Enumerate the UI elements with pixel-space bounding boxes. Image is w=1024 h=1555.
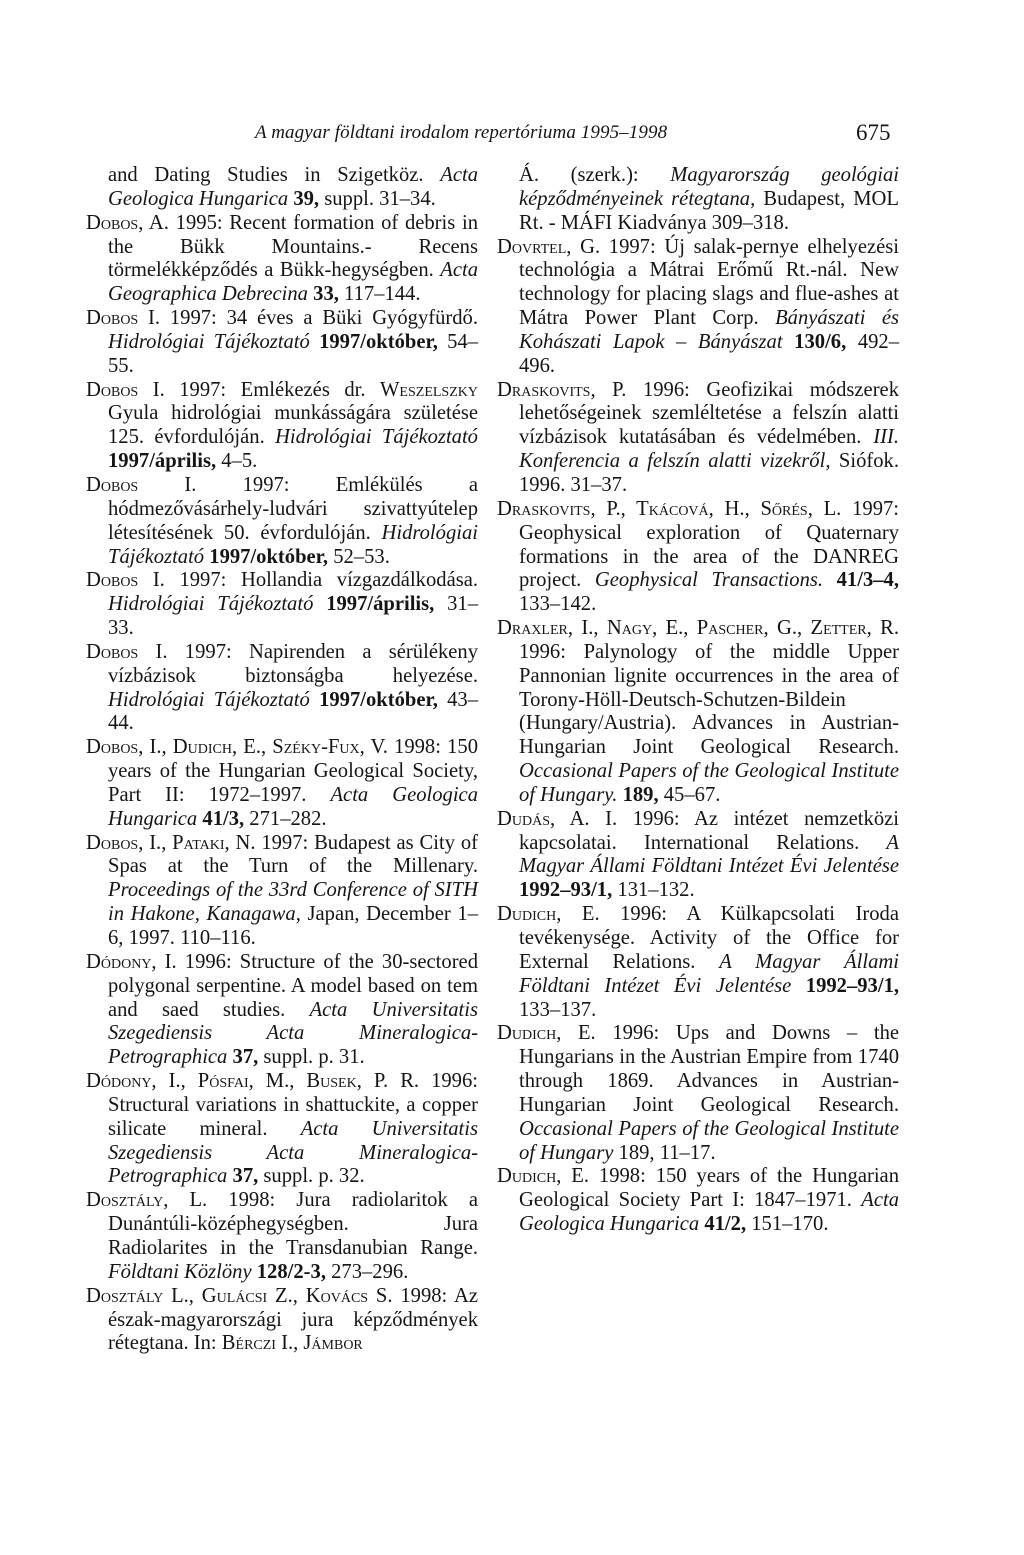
entry-text: 1996: Geofizikai módszerek lehetőségeinek szemléltetése a felszín alatti vízbázisok kutatásában és védelmében.: [519, 378, 899, 449]
bibliography-entry: [497, 903, 899, 1022]
entry-text: Gyula hidrológiai munkásságára születése 125. évfordulóján.: [108, 402, 478, 449]
entry-source-title: Hidrológiai Tájékoztató: [108, 330, 310, 353]
entry-text: 1996: A Külkapcsolati Iroda tevékenysége. Activity of the Office for External Relations.: [519, 903, 899, 973]
bibliography-entry: [86, 474, 478, 569]
entry-authors: Dódony, I., Pósfai, M., Busek, P. R.: [86, 1070, 420, 1093]
bibliography-entry: [497, 1165, 899, 1237]
entry-volume: 41/2,: [704, 1213, 747, 1236]
entry-authors: Dobos, A.: [86, 211, 169, 234]
entry-text: [313, 593, 326, 615]
entry-source-title: Hidrológiai Tájékoztató: [108, 521, 478, 568]
entry-volume: 39,: [293, 187, 320, 210]
entry-authors: Dobos I.: [86, 307, 161, 330]
entry-text: 189, 11–17.: [613, 1141, 716, 1164]
entry-volume: 1992–93/1,: [519, 879, 613, 902]
entry-text: 31–33.: [108, 593, 479, 640]
entry-text: 151–170.: [746, 1213, 829, 1236]
entry-text: Á. (szerk.):: [519, 164, 671, 186]
entry-text: [791, 975, 806, 997]
entry-source-title: Acta Geologica Hungarica: [108, 783, 478, 830]
entry-text: 1997: Napirenden a sérülékeny vízbázisok biztonságba helyezése.: [108, 640, 478, 687]
entry-text: 492–496.: [519, 330, 900, 377]
bibliography-entry: [86, 1070, 478, 1189]
entry-authors: Dobos I.: [86, 569, 165, 592]
entry-authors: Dobos I.: [86, 640, 168, 663]
entry-text: 43–44.: [108, 688, 478, 735]
entry-authors: Dobos, I., Dudich, E., Széky-Fux, V.: [86, 736, 388, 759]
bibliography-entry: [86, 641, 478, 736]
entry-source-title: A Magyar Állami Földtani Intézet Évi Jelentése: [519, 831, 899, 878]
entry-source-title: Acta Universitatis Szegediensis Acta Mineralogica-Petrographica: [108, 1117, 478, 1188]
entry-text: 1996: Ups and Downs – the Hungarians in the Austrian Empire from 1740 through 1869. Advances in Austrian-Hungarian Joint Geological Research.: [519, 1022, 900, 1116]
entry-text: 117–144.: [338, 283, 421, 306]
entry-authors: Dudich, E.: [497, 903, 600, 926]
entry-text: 1997: Budapest as City of Spas at the Turn of the Millenary.: [108, 831, 478, 878]
entry-text: 1996: Structural variations in shattuckite, a copper silicate mineral.: [108, 1070, 478, 1140]
entry-text: 1997: Hollandia vízgazdálkodása.: [164, 569, 479, 592]
entry-authors: Bérczi I., Jámbor: [221, 1332, 363, 1355]
entry-source-title: Geophysical Transactions.: [594, 569, 824, 592]
entry-source-title: Proceedings of the 33rd Conference of SITH in Hakone, Kanagawa,: [108, 879, 478, 926]
bibliography-entry: [86, 736, 478, 831]
entry-text: suppl. 31–34.: [319, 187, 436, 210]
entry-text: 133–142.: [519, 593, 597, 616]
entry-text: 1997: Geophysical exploration of Quaternary formations in the area of the DANREG project.: [519, 497, 900, 592]
bibliography-entry: [86, 569, 478, 641]
entry-volume: 1997/április,: [108, 450, 217, 473]
entry-source-title: Acta Geographica Debrecina: [108, 259, 478, 306]
entry-volume: 37,: [232, 1046, 259, 1069]
entry-text: 1998: Az észak-magyarországi jura képződmények rétegtana. In:: [108, 1284, 478, 1355]
entry-volume: 128/2-3,: [256, 1260, 326, 1283]
entry-text: 1996: Palynology of the middle Upper Pannonian lignite occurrences in the area of Torony-Höll-Deutsch-Schutzen-Bildein (Hungary/Austria). Advances in Austrian-Hungarian Joint Geological Research.: [519, 640, 899, 759]
bibliography-entry: [497, 498, 899, 617]
bibliography-entry: [86, 379, 478, 474]
entry-authors: Dobos I.: [86, 378, 165, 401]
entry-source-title: Magyarország geológiai képződményeinek rétegtana,: [519, 164, 899, 210]
bibliography-entry-continuation: [86, 164, 478, 212]
entry-source-title: Acta Universitatis Szegediensis Acta Mineralogica-Petrographica: [108, 998, 478, 1069]
entry-text: 4–5.: [216, 450, 258, 473]
entry-text: suppl. p. 31.: [258, 1046, 365, 1069]
entry-text: 1997: Emlékezés dr.: [164, 378, 380, 401]
right-column: [497, 164, 899, 1237]
page-header: [0, 120, 1024, 152]
entry-text: 1998: 150 years of the Hungarian Geological Society Part I: 1847–1971.: [519, 1165, 899, 1212]
entry-authors: Weszelszky: [380, 378, 478, 401]
entry-source-title: A Magyar Állami Földtani Intézet Évi Jelentése: [519, 950, 899, 997]
entry-source-title: Hidrológiai Tájékoztató: [275, 426, 478, 449]
entry-text: 1998: Jura radiolaritok a Dunántúli-középhegységben. Jura Radiolarites in the Transdanubian Range.: [108, 1189, 478, 1259]
entry-text: Japan, December 1–6, 1997. 110–116.: [108, 903, 478, 949]
bibliography-entry: [86, 1189, 478, 1284]
entry-text: 131–132.: [612, 879, 695, 902]
bibliography-entry: [497, 236, 899, 379]
entry-authors: Dobos, I., Pataki, N.: [86, 831, 256, 854]
entry-source-title: Földtani Közlöny: [108, 1260, 252, 1283]
entry-text: [310, 689, 319, 711]
entry-authors: Dosztály, L.: [86, 1189, 208, 1212]
entry-source-title: Occasional Papers of the Geological Institute of Hungary.: [519, 760, 899, 806]
bibliography-entry: [497, 379, 899, 498]
entry-authors: Dudás, A. I.: [497, 807, 618, 830]
entry-volume: 1997/október,: [209, 545, 329, 568]
entry-text: 271–282.: [244, 807, 327, 830]
entry-source-title: Acta Geologica Hungarica: [108, 164, 478, 210]
entry-text: 1997: 34 éves a Büki Gyógyfürdő.: [160, 307, 479, 330]
entry-text: Budapest, MOL Rt. - MÁFI Kiadványa 309–318.: [519, 187, 899, 234]
entry-volume: 37,: [232, 1165, 259, 1188]
entry-authors: Dudich, E.: [497, 1165, 589, 1188]
entry-text: [783, 331, 795, 353]
entry-text: 54–55.: [108, 330, 478, 377]
entry-authors: Dódony, I.: [86, 950, 177, 973]
entry-authors: Draskovits, P., Tkácová, H., Sőrés, L.: [497, 497, 842, 520]
entry-source-title: Occasional Papers of the Geological Institute of Hungary: [519, 1117, 899, 1164]
entry-text: 1995: Recent formation of debris in the Bükk Mountains.- Recens törmelékképződés a Bükk-hegységben.: [108, 211, 479, 282]
entry-volume: 1992–93/1,: [805, 974, 900, 997]
bibliography-entry: [86, 951, 478, 1070]
page-number: 675: [856, 120, 891, 145]
bibliography-entry: [86, 1285, 478, 1357]
entry-authors: Dudich, E.: [497, 1022, 596, 1045]
entry-volume: 1997/április,: [326, 593, 435, 616]
entry-text: Siófok. 1996. 31–37.: [519, 450, 899, 496]
entry-text: 1998: 150 years of the Hungarian Geological Society, Part II: 1972–1997.: [108, 736, 478, 806]
entry-authors: Draxler, I., Nagy, E., Pascher, G., Zetter, R.: [497, 617, 899, 640]
entry-source-title: Acta Geologica Hungarica: [519, 1189, 899, 1236]
running-title: A magyar földtani irodalom repertóriuma 1995–1998: [255, 122, 668, 143]
entry-volume: 1997/október,: [319, 330, 438, 353]
entry-volume: 33,: [313, 283, 339, 306]
entry-volume: 1997/október,: [319, 688, 438, 711]
entry-text: and Dating Studies in Szigetköz.: [108, 164, 441, 186]
bibliography-entry-continuation: [497, 164, 899, 236]
entry-source-title: Bányászati és Kohászati Lapok – Bányászat: [519, 307, 899, 353]
entry-authors: Dobos I.: [86, 473, 197, 496]
bibliography-entry: [497, 1022, 899, 1165]
entry-authors: Draskovits, P.: [497, 378, 627, 401]
entry-volume: 41/3–4,: [836, 569, 899, 592]
entry-text: 1997: Új salak-pernye elhelyezési technológia a Mátrai Erőmű Rt.-nál. New technology for placing slags and flue-ashes at Mátra Power Plant Corp.: [519, 235, 899, 330]
entry-text: [823, 569, 837, 591]
entry-text: 1996: Az intézet nemzetközi kapcsolatai. International Relations.: [519, 807, 899, 854]
entry-text: 52–53.: [328, 545, 390, 568]
left-column: [86, 164, 478, 1356]
entry-text: 45–67.: [658, 783, 721, 806]
bibliography-entry: [497, 808, 899, 903]
entry-source-title: III. Konferencia a felszín alatti vizekről,: [519, 426, 899, 473]
entry-volume: 41/3,: [202, 807, 245, 830]
bibliography-entry: [86, 212, 478, 307]
entry-source-title: Hidrológiai Tájékoztató: [108, 688, 310, 711]
bibliography-entry: [497, 617, 899, 808]
entry-text: 1996: Structure of the 30-sectored polygonal serpentine. A model based on tem and saed studies.: [108, 950, 478, 1021]
bibliography-entry: [86, 307, 478, 379]
entry-text: 1997: Emlékülés a hódmezővásárhely-ludvári szivattyútelep létesítésének 50. évfordulóján.: [108, 473, 478, 544]
entry-text: 133–137.: [519, 998, 597, 1021]
entry-text: 273–296.: [325, 1260, 409, 1283]
entry-authors: Dovrtel, G.: [497, 235, 601, 258]
entry-volume: 130/6,: [794, 330, 847, 353]
entry-volume: 189,: [622, 783, 659, 806]
entry-text: [310, 331, 319, 353]
entry-text: suppl. p. 32.: [258, 1165, 365, 1188]
entry-authors: Dosztály L., Gulácsi Z., Kovács S.: [86, 1284, 393, 1307]
bibliography-entry: [86, 832, 478, 951]
entry-source-title: Hidrológiai Tájékoztató: [108, 593, 314, 616]
